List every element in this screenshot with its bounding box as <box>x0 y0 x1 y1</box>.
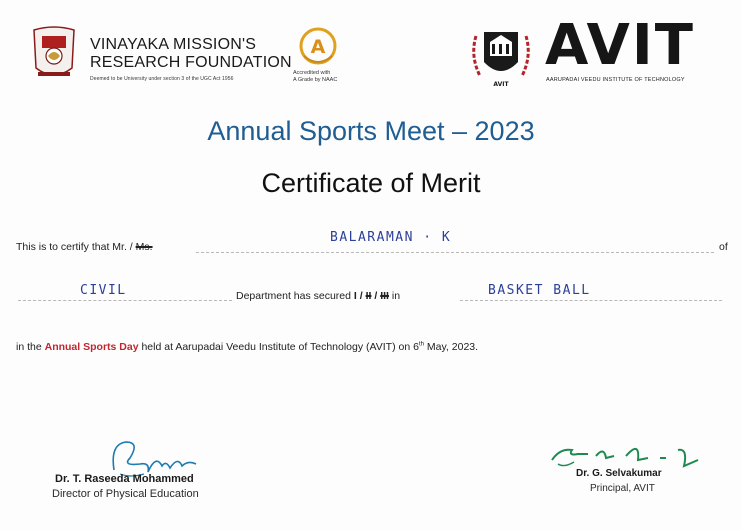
date-superscript: th <box>418 341 424 348</box>
right-signatory-name: Dr. G. Selvakumar <box>576 468 662 479</box>
department-blank-line <box>18 300 232 301</box>
avit-emblem-label: AVIT <box>493 81 509 88</box>
left-signatory-name: Dr. T. Raseeda Mohammed <box>55 473 194 485</box>
naac-line1: Accredited with <box>293 70 331 76</box>
position-sep-2: / <box>374 290 378 302</box>
university-crest-icon <box>28 22 80 84</box>
university-subtitle: Deemed to be University under section 3 of the UGC Act 1956 <box>90 76 234 82</box>
student-name: BALARAMAN · K <box>330 230 452 245</box>
university-name-line1: VINAYAKA MISSION'S <box>90 36 257 53</box>
ms-struck-text: Ms. <box>135 241 153 253</box>
left-signatory-role: Director of Physical Education <box>52 488 199 500</box>
naac-accreditation-text <box>293 70 353 84</box>
right-signatory-role: Principal, AVIT <box>590 483 655 494</box>
university-name <box>90 36 290 72</box>
venue-text-line <box>16 341 478 353</box>
event-title: Annual Sports Meet – 2023 <box>207 116 535 146</box>
institute-acronym: AVIT <box>545 13 695 78</box>
naac-badge-icon <box>296 26 340 68</box>
position-first: I <box>353 290 357 302</box>
naac-grade: A <box>310 36 326 58</box>
right-signature-icon <box>548 438 708 472</box>
university-name-line2: RESEARCH FOUNDATION <box>90 54 292 71</box>
certify-text-line <box>16 241 153 253</box>
department-text-line <box>236 290 400 302</box>
avit-emblem-icon <box>466 22 536 90</box>
certify-text: This is to certify that Mr. / <box>16 241 133 253</box>
venue-text: held at Aarupadai Veedu Institute of Technology (AVIT) on 6 <box>141 341 419 353</box>
annual-sports-day-highlight: Annual Sports Day <box>44 341 139 353</box>
naac-line2: A Grade by NAAC <box>293 77 338 83</box>
institute-full-name: AARUPADAI VEEDU INSTITUTE OF TECHNOLOGY <box>546 77 685 83</box>
date-rest: May, 2023. <box>423 341 479 353</box>
department-value: CIVIL <box>80 283 127 298</box>
name-blank-line <box>196 252 714 253</box>
in-text: in <box>391 290 401 302</box>
department-text: Department has secured <box>236 290 351 302</box>
venue-prefix: in the <box>16 341 42 353</box>
certificate-title: Certificate of Merit <box>261 168 481 198</box>
position-sep-1: / <box>359 290 363 302</box>
position-third: III <box>380 290 389 302</box>
position-second: II <box>365 290 372 302</box>
event-blank-line <box>460 300 722 301</box>
event-value: BASKET BALL <box>488 283 591 298</box>
of-text: of <box>719 241 728 253</box>
